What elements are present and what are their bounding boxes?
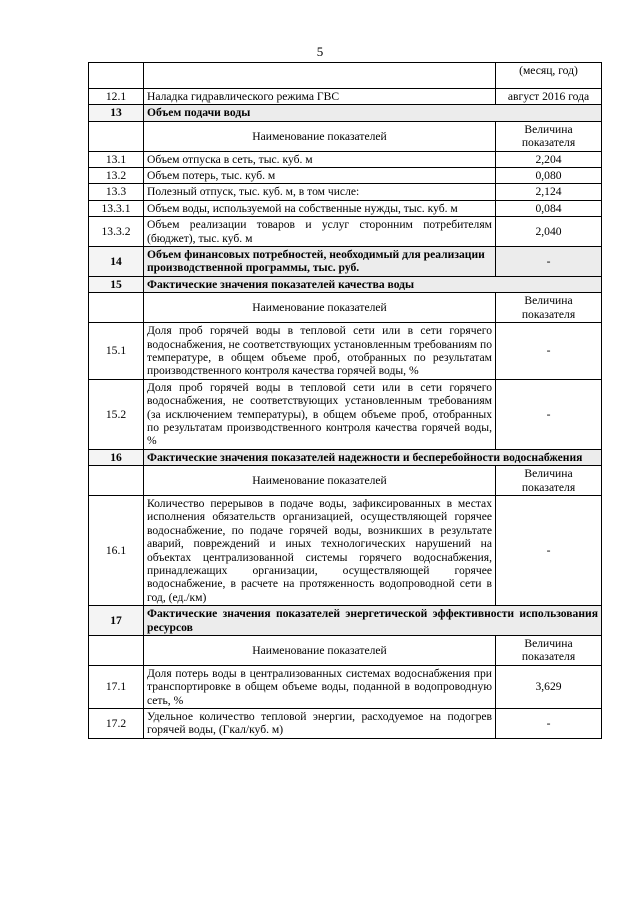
- row-number: 12.1: [89, 89, 144, 105]
- row-text: Количество перерывов в подаче воды, зафиксированных в местах исполнения обязательств организацией, осуществляющей горячее водоснабжение, по подаче горячей воды, возникших в результате аварий, повреждений и иных технологических нарушений на объектах централизованной системы горячего водоснабжения, принадлежащих организации, осуществляющей горячее водоснабжение, в расчете на протяженность водопроводной сети в год, (ед./км): [144, 495, 496, 605]
- table-row: [89, 379, 602, 449]
- table-row: [89, 323, 602, 380]
- row-value: 0,084: [496, 200, 602, 216]
- row-text: Объем воды, используемой на собственные нужды, тыс. куб. м: [144, 200, 496, 216]
- row-number: 15.1: [89, 323, 144, 380]
- header-row: [89, 466, 602, 496]
- row-value: 2,124: [496, 184, 602, 200]
- row-text: Доля потерь воды в централизованных системах водоснабжения при транспортировке в общем объеме воды, поданной в водопроводную сеть, %: [144, 665, 496, 708]
- header-value: Величина показателя: [496, 636, 602, 666]
- table-row: [89, 665, 602, 708]
- row-text: Удельное количество тепловой энергии, расходуемое на подогрев горячей воды, (Гкал/куб. м): [144, 709, 496, 739]
- row-number: 13.3.1: [89, 200, 144, 216]
- table-row: [89, 151, 602, 167]
- row-text: Полезный отпуск, тыс. куб. м, в том числе:: [144, 184, 496, 200]
- table-row: [89, 495, 602, 605]
- section-title: Фактические значения показателей качества воды: [144, 276, 602, 292]
- section-row: [89, 449, 602, 465]
- header-row: [89, 121, 602, 151]
- section-row: [89, 606, 602, 636]
- table-row: [89, 217, 602, 247]
- section-number: 16: [89, 449, 144, 465]
- header-row: [89, 293, 602, 323]
- row-number: 13.1: [89, 151, 144, 167]
- row-text: Объем отпуска в сеть, тыс. куб. м: [144, 151, 496, 167]
- section-title: Объем подачи воды: [144, 105, 602, 121]
- row-text: Доля проб горячей воды в тепловой сети или в сети горячего водоснабжения, не соответствующих установленным требованиям по температуре, в общем объеме проб, отобранных по результатам производственного контроля качества горячей воды, %: [144, 323, 496, 380]
- row-number: 17.2: [89, 709, 144, 739]
- header-name: Наименование показателей: [144, 636, 496, 666]
- row-value: 2,204: [496, 151, 602, 167]
- table-row: [89, 89, 602, 105]
- header-row: [89, 636, 602, 666]
- table-row: [89, 184, 602, 200]
- row-value: -: [496, 709, 602, 739]
- row-value: 3,629: [496, 665, 602, 708]
- header-name: Наименование показателей: [144, 121, 496, 151]
- row-text: Объем потерь, тыс. куб. м: [144, 168, 496, 184]
- section-number: 17: [89, 606, 144, 636]
- header-name: Наименование показателей: [144, 293, 496, 323]
- section-row: [89, 276, 602, 292]
- header-name: Наименование показателей: [144, 466, 496, 496]
- table-cell: [144, 63, 496, 89]
- unit-cell: (месяц, год): [496, 63, 602, 89]
- program-table: [88, 62, 602, 739]
- row-value: -: [496, 379, 602, 449]
- header-value: Величина показателя: [496, 466, 602, 496]
- row-value: 2,040: [496, 217, 602, 247]
- row-value: август 2016 года: [496, 89, 602, 105]
- row-text: Наладка гидравлического режима ГВС: [144, 89, 496, 105]
- row-number: 13.3.2: [89, 217, 144, 247]
- section-number: 13: [89, 105, 144, 121]
- row-value: -: [496, 323, 602, 380]
- row-number: 13.2: [89, 168, 144, 184]
- table-cell: [89, 121, 144, 151]
- table-cell: [89, 466, 144, 496]
- header-value: Величина показателя: [496, 121, 602, 151]
- header-value: Величина показателя: [496, 293, 602, 323]
- row-value: 0,080: [496, 168, 602, 184]
- table-cell: [89, 63, 144, 89]
- row-number: 13.3: [89, 184, 144, 200]
- row-text: Объем реализации товаров и услуг сторонним потребителям (бюджет), тыс. куб. м: [144, 217, 496, 247]
- section-row: [89, 105, 602, 121]
- section-number: 14: [89, 247, 144, 277]
- section-row: [89, 247, 602, 277]
- table-row: [89, 168, 602, 184]
- table-cell: [89, 636, 144, 666]
- section-number: 15: [89, 276, 144, 292]
- page-number: 5: [316, 44, 324, 59]
- table-row: [89, 709, 602, 739]
- row-number: 15.2: [89, 379, 144, 449]
- row-number: 16.1: [89, 495, 144, 605]
- row-number: 17.1: [89, 665, 144, 708]
- table-row: [89, 200, 602, 216]
- table-row: [89, 63, 602, 89]
- section-title: Объем финансовых потребностей, необходимый для реализации производственной программы, тыс. руб.: [144, 247, 496, 277]
- table-cell: [89, 293, 144, 323]
- section-title: Фактические значения показателей надежности и бесперебойности водоснабжения: [144, 449, 602, 465]
- section-value: -: [496, 247, 602, 277]
- section-title: Фактические значения показателей энергетической эффективности использования ресурсов: [144, 606, 602, 636]
- row-value: -: [496, 495, 602, 605]
- row-text: Доля проб горячей воды в тепловой сети или в сети горячего водоснабжения, не соответствующих установленным требованиям (за исключением температуры), в общем объеме проб, отобранных по результатам производственного контроля качества горячей воды, %: [144, 379, 496, 449]
